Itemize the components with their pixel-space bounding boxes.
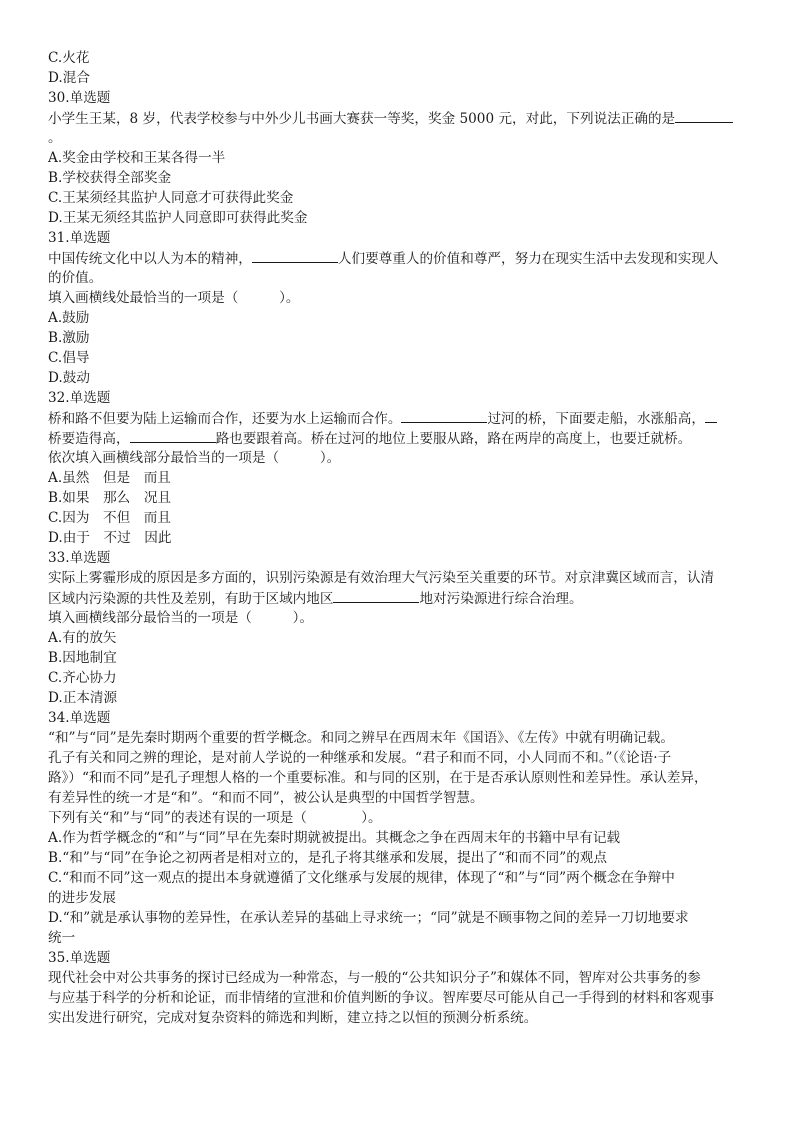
question-35-stem: 与应基于科学的分析和论证，而非情绪的宣泄和价值判断的争议。智库要尽可能从自己一手得到的材料和客观事 <box>48 990 715 1006</box>
stem-text: 过河的桥，下面要走船，水涨船高， <box>487 411 705 427</box>
stem-text: 人们要尊重人的价值和尊严，努力在现实生活中去发现和实现人 <box>337 251 719 267</box>
question-34-stem: 有差异性的统一才是“和”。“和而不同”，被公认是典型的中国哲学智慧。 <box>48 790 484 806</box>
option-b: B.如果 那么 况且 <box>48 490 172 506</box>
question-31-stem-end: 的价值。 <box>48 270 103 286</box>
stem-text: 桥和路不但要为陆上运输而合作，还要为水上运输而合作。 <box>48 411 402 427</box>
option-d: D.正本清源 <box>48 690 118 706</box>
answer-blank <box>252 248 338 263</box>
answer-blank <box>401 408 487 423</box>
option-d: D.混合 <box>48 70 90 86</box>
option-d-cont: 统一 <box>48 930 76 946</box>
answer-blank <box>705 408 717 423</box>
option-a: A.有的放矢 <box>48 630 117 646</box>
option-b: B.因地制宜 <box>48 650 117 666</box>
option-d: D.鼓动 <box>48 370 90 386</box>
stem-text: 桥要造得高， <box>48 431 130 447</box>
question-34-header: 34.单选题 <box>48 710 111 726</box>
stem-text: 区域内污染源的共性及差别，有助于区域内地区 <box>48 591 334 607</box>
option-c: C.倡导 <box>48 350 90 366</box>
question-31-prompt: 填入画横线处最恰当的一项是（ ）。 <box>48 290 300 306</box>
question-32-stem-cont <box>48 428 774 448</box>
option-a: A.奖金由学校和王某各得一半 <box>48 150 226 166</box>
stem-text: 中国传统文化中以人为本的精神， <box>48 251 252 267</box>
question-32-stem <box>48 408 774 428</box>
question-30-header: 30.单选题 <box>48 90 111 106</box>
question-35-stem: 实出发进行研究，完成对复杂资料的筛选和判断，建立持之以恒的预测分析系统。 <box>48 1010 538 1026</box>
stem-text: 路也要跟着高。桥在过河的地位上要服从路，路在两岸的高度上，也要迁就桥。 <box>215 431 692 447</box>
answer-blank <box>675 108 733 123</box>
question-30-text: 小学生王某，8 岁，代表学校参与中外少儿书画大赛获一等奖，奖金 5000 元，对此，下列说法正确的是 <box>48 111 676 127</box>
option-a: A.作为哲学概念的“和”与“同”早在先秦时期就被提出。其概念之争在西周末年的书籍中早有记载 <box>48 830 621 846</box>
option-c: C.王某须经其监护人同意才可获得此奖金 <box>48 190 294 206</box>
question-33-header: 33.单选题 <box>48 550 111 566</box>
option-b: B.“和”与“同”在争论之初两者是相对立的，是孔子将其继承和发展，提出了“和而不同”的观点 <box>48 850 607 866</box>
question-34-stem: 孔子有关和同之辨的理论，是对前人学说的一种继承和发展。“君子和而不同，小人同而不和。”（《论语·子 <box>48 750 672 766</box>
option-b: B.学校获得全部奖金 <box>48 170 172 186</box>
question-31-header: 31.单选题 <box>48 230 111 246</box>
answer-blank <box>130 428 216 443</box>
question-33-stem-cont <box>48 588 774 608</box>
question-31-stem <box>48 248 774 268</box>
question-35-stem: 现代社会中对公共事务的探讨已经成为一种常态，与一般的“公共知识分子”和媒体不同，智库对公共事务的参 <box>48 970 701 986</box>
question-32-prompt: 依次填入画横线部分最恰当的一项是（ ）。 <box>48 450 341 466</box>
option-c: C.因为 不但 而且 <box>48 510 171 526</box>
option-c: C.齐心协力 <box>48 670 117 686</box>
question-34-stem: 路》）“和而不同”是孔子理想人格的一个重要标准。和与同的区别，在于是否承认原则性和差异性。承认差异， <box>48 770 708 786</box>
answer-blank <box>333 588 419 603</box>
option-d: D.王某无须经其监护人同意即可获得此奖金 <box>48 210 308 226</box>
option-a: A.鼓励 <box>48 310 90 326</box>
question-33-stem: 实际上雾霾形成的原因是多方面的，识别污染源是有效治理大气污染至关重要的环节。对京津冀区域而言，认清 <box>48 570 715 586</box>
question-34-prompt: 下列有关“和”与“同”的表述有误的一项是（ ）。 <box>48 810 382 826</box>
option-b: B.激励 <box>48 330 90 346</box>
option-c: C.“和而不同”这一观点的提出本身就遵循了文化继承与发展的规律，体现了“和”与“同”两个概念在争辩中 <box>48 870 675 886</box>
question-30-stem-end: 。 <box>48 130 62 146</box>
option-d: D.由于 不过 因此 <box>48 530 172 546</box>
document-page <box>48 48 774 1028</box>
stem-text: 地对污染源进行综合治理。 <box>419 591 583 607</box>
option-c-cont: 的进步发展 <box>48 890 116 906</box>
question-35-header: 35.单选题 <box>48 950 111 966</box>
option-c: C.火花 <box>48 50 90 66</box>
question-34-stem: “和”与“同”是先秦时期两个重要的哲学概念。和同之辨早在西周末年《国语》、《左传》中就有明确记载。 <box>48 730 674 746</box>
question-30-stem <box>48 108 774 128</box>
question-33-prompt: 填入画横线部分最恰当的一项是（ ）。 <box>48 610 314 626</box>
question-32-header: 32.单选题 <box>48 390 111 406</box>
option-d: D.“和”就是承认事物的差异性，在承认差异的基础上寻求统一；“同”就是不顾事物之间的差异一刀切地要求 <box>48 910 689 926</box>
option-a: A.虽然 但是 而且 <box>48 470 171 486</box>
